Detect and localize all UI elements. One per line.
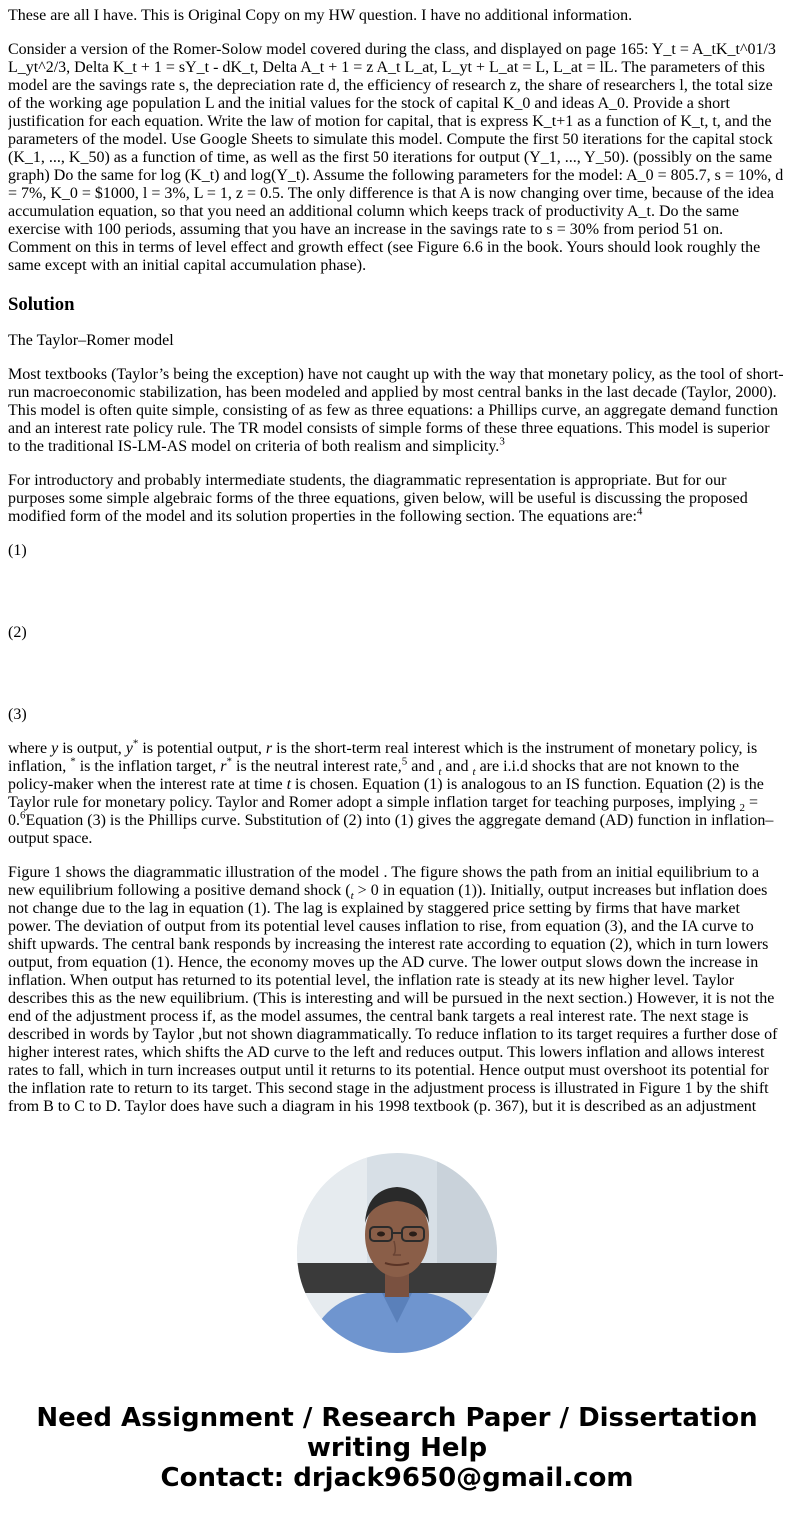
equation-3-label: (3) bbox=[8, 706, 27, 723]
var-r: r bbox=[265, 740, 273, 757]
text-run: is the inflation target, bbox=[75, 758, 221, 775]
contact-banner bbox=[0, 1403, 794, 1493]
footnote-6: 6 bbox=[20, 809, 26, 822]
star-superscript: * bbox=[226, 755, 233, 768]
author-portrait-image bbox=[297, 1153, 497, 1353]
paragraph-2-text: For introductory and probably intermediate students, the diagrammatic representation is appropriate. But for our purposes some simple algebraic forms of the three equations, given below, will be useful is discussing the proposed modified form of the model and its solution properties in the following section. The equations are: bbox=[8, 472, 748, 525]
star-superscript: * bbox=[132, 737, 139, 750]
cta-line-2: writing Help bbox=[306, 1433, 488, 1463]
paragraph-4 bbox=[8, 864, 786, 1116]
var-t: t bbox=[286, 776, 292, 793]
text-run: Figure 1 shows the diagrammatic illustration of the model . The figure shows the path from an initial equilibrium to a new equilibrium following a positive demand shock ( bbox=[8, 864, 760, 899]
text-run: are i.i.d shocks that are not known to the policy-maker when the interest rate at time bbox=[8, 758, 740, 793]
subscript-t: t bbox=[438, 766, 442, 779]
text-run: is the short-term real interest which is the instrument of monetary policy, is inflation, bbox=[8, 740, 758, 775]
text-run: and bbox=[407, 758, 439, 775]
subscript-t: t bbox=[350, 890, 354, 903]
paragraph-3 bbox=[8, 737, 786, 848]
cta-contact-email[interactable]: Contact: drjack9650@gmail.com bbox=[160, 1463, 634, 1493]
paragraph-1-text: Most textbooks (Taylor’s being the exception) have not caught up with the way that monetary policy, as the tool of short-run macroeconomic stabilization, has been modeled and applied by most central banks in the last decade (Taylor, 2000). This model is often quite simple, consisting of as few as three equations: a Phillips curve, an aggregate demand function and an interest rate policy rule. The TR model consists of simple forms of these three equations. This model is superior to the traditional IS-LM-AS model on criteria of both realism and simplicity. bbox=[8, 366, 784, 455]
text-run: is the neutral interest rate, bbox=[232, 758, 402, 775]
text-run: is chosen. Equation (1) is analogous to an IS function. Equation (2) is the Taylor rule for monetary policy. Taylor and Romer adopt a simple inflation target for teaching purposes, implying bbox=[8, 776, 764, 811]
equation-2-label: (2) bbox=[8, 624, 27, 641]
document-body bbox=[8, 0, 786, 1122]
author-photo bbox=[297, 1153, 497, 1353]
paragraph-1 bbox=[8, 366, 786, 456]
equation-1-label: (1) bbox=[8, 542, 27, 559]
footnote-5: 5 bbox=[401, 755, 408, 768]
subscript-t: t bbox=[472, 766, 476, 779]
subscript-2: 2 bbox=[739, 802, 745, 815]
text-run: = 0. bbox=[8, 794, 759, 829]
var-y-star: y bbox=[125, 740, 133, 757]
solution-heading: Solution bbox=[8, 294, 75, 315]
question-text: Consider a version of the Romer-Solow model covered during the class, and displayed on page 165: Y_t = A_tK_t^01/3 L_yt^2/3, Delta K_t + 1 = sY_t - dK_t, Delta A_t + 1 = z A_t L_at, L_yt + L_at = L, L_at = lL. The parameters of this model are the savings rate s, the depreciation rate d, the efficiency of research z, the share of researchers l, the total size of the working age population L and the initial values for the stock of capital K_0 and ideas A_0. Provide a short justification for each equation. Write the law of motion for capital, that is express K_t+1 as a function of K_t, t, and the parameters of the model. Use Google Sheets to simulate this model. Compute the first 50 iterations for the capital stock (K_1, ..., K_50) as a function of time, as well as the first 50 iterations for output (Y_1, ..., Y_50). (possibly on the same graph) Do the same for log (K_t) and log(Y_t). Assume the following parameters for the model: A_0 = 805.7, s = 10%, d = 7%, K_0 = $1000, l = 3%, L = 1, z = 0.5. The only difference is that A is now changing over time, because of the idea accumulation equation, so that you need an additional column which keeps track of productivity A_t. Do the same exercise with 100 periods, assuming that you have an increase in the savings rate to s = 30% from period 51 on. Comment on this in terms of level effect and growth effect (see Figure 6.6 in the book. Yours should look roughly the same except with an initial capital accumulation phase). bbox=[8, 41, 784, 274]
text-run: where bbox=[8, 740, 52, 757]
paragraph-2 bbox=[8, 472, 786, 526]
model-title: The Taylor–Romer model bbox=[8, 332, 174, 349]
var-y: y bbox=[51, 740, 59, 757]
star-superscript: * bbox=[70, 755, 76, 768]
footnote-4: 4 bbox=[636, 505, 643, 518]
text-run: and bbox=[441, 758, 473, 775]
text-run: Equation (3) is the Phillips curve. Substitution of (2) into (1) gives the aggregate demand (AD) function in inflation–output space. bbox=[8, 812, 774, 847]
text-run: is output, bbox=[58, 740, 126, 757]
text-run: > 0 in equation (1)). Initially, output increases but inflation does not change due to the lag in equation (1). The lag is explained by staggered price setting by firms that have market power. The deviation of output from its potential level causes inflation to rise, from equation (3), and the IA curve to shift upwards. The central bank responds by increasing the interest rate according to equation (2), which in turn lowers output, from equation (1). Hence, the economy moves up the AD curve. The lower output slows down the increase in inflation. When output has returned to its potential level, the inflation rate is steady at its new higher level. Taylor describes this as the new equilibrium. (This is interesting and will be pursued in the next section.) However, it is not the end of the adjustment process if, as the model assumes, the central bank targets a real interest rate. The next stage is described in words by Taylor ,but not shown diagrammatically. To reduce inflation to its target requires a further dose of higher interest rates, which shifts the AD curve to the left and reduces output. This lowers inflation and allows interest rates to fall, which in turn increases output until it returns to its potential. Hence output must overshoot its potential for the inflation rate to return to its target. This second stage in the adjustment process is illustrated in Figure 1 by the shift from B to C to D. Taylor does have such a diagram in his 1998 textbook (p. 367), but it is described as an adjustment bbox=[8, 882, 778, 1115]
cta-line-1: Need Assignment / Research Paper / Dissertation bbox=[36, 1403, 758, 1433]
intro-note: These are all I have. This is Original Copy on my HW question. I have no additional information. bbox=[8, 7, 633, 24]
text-run: is potential output, bbox=[138, 740, 266, 757]
footnote-3: 3 bbox=[499, 435, 505, 448]
equation-2-space bbox=[8, 658, 786, 690]
var-r-star: r bbox=[220, 758, 227, 775]
equation-1-space bbox=[8, 576, 786, 608]
